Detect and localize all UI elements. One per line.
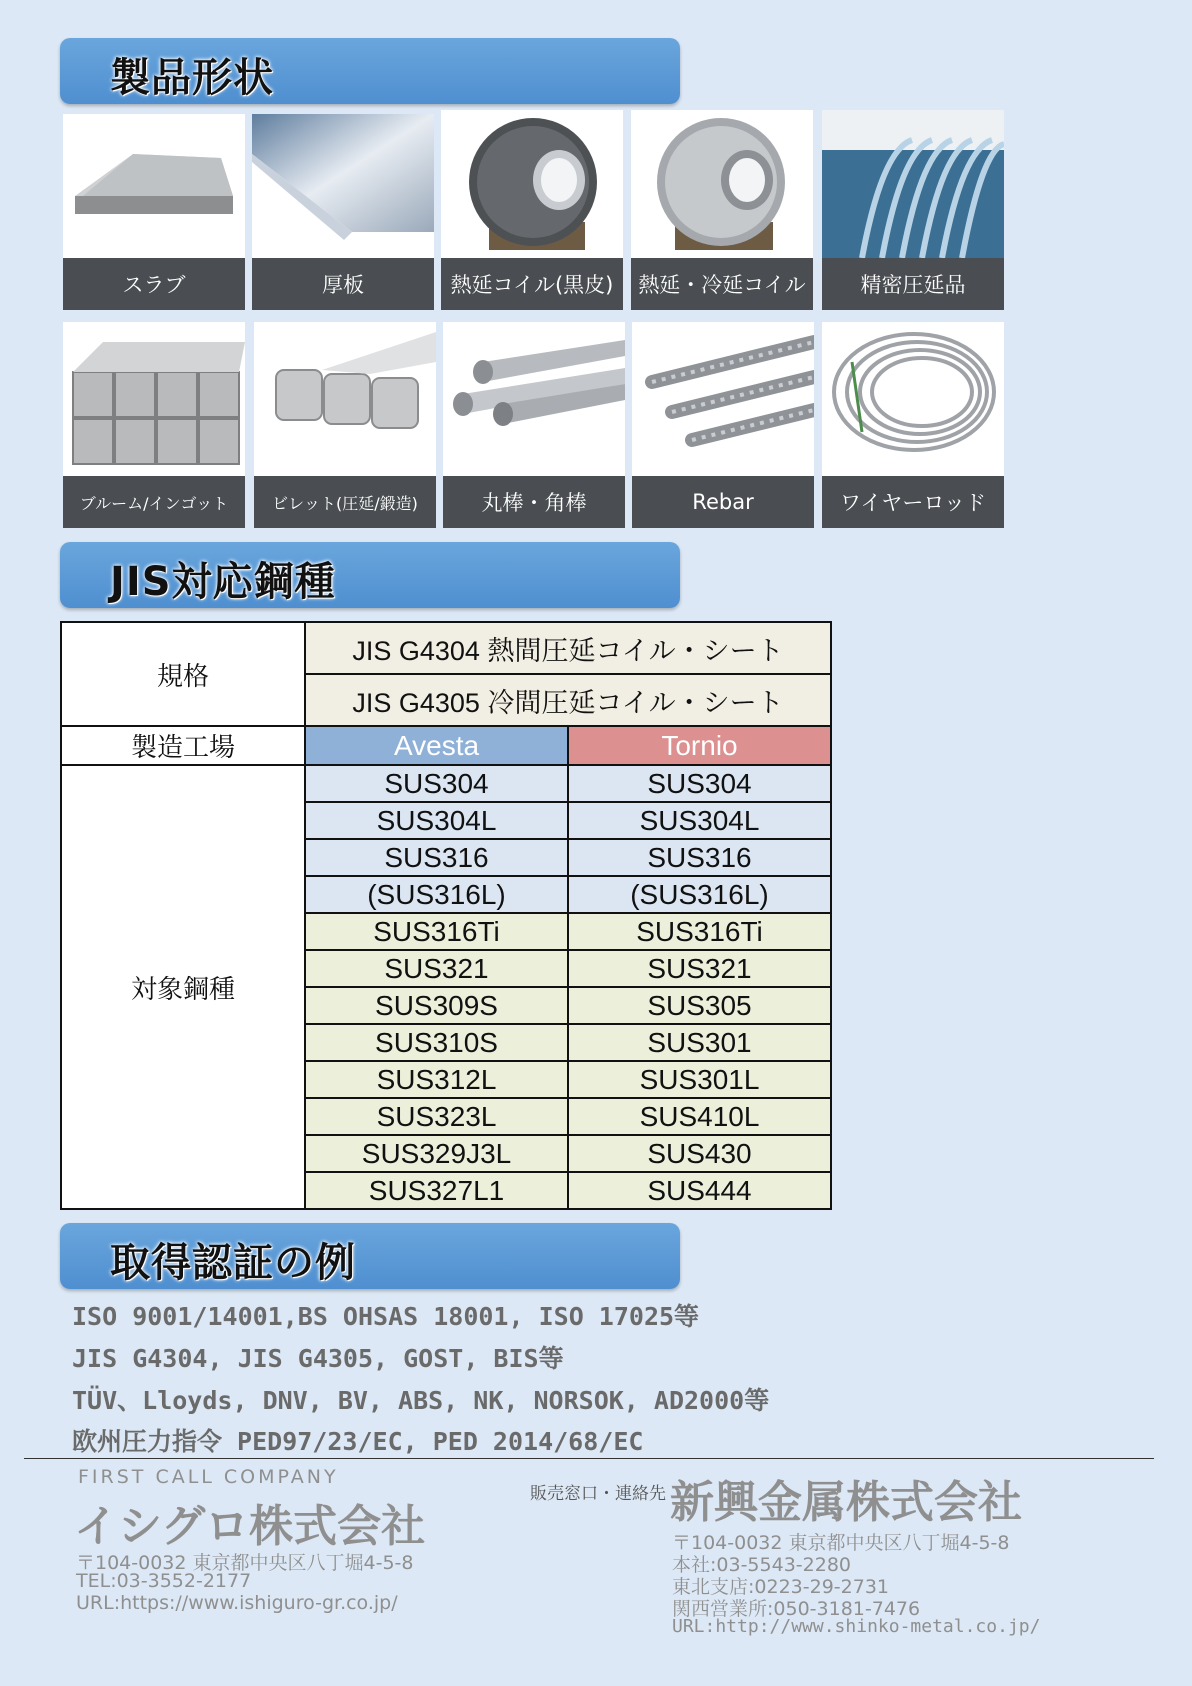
grade-cell: SUS309S xyxy=(305,987,568,1024)
precision-strip-image xyxy=(822,110,1004,258)
billet-image xyxy=(254,322,436,476)
product-tile-rebar xyxy=(632,322,814,528)
grade-cell: SUS305 xyxy=(568,987,831,1024)
section-header-products xyxy=(60,38,680,104)
grade-cell: SUS430 xyxy=(568,1135,831,1172)
grade-cell: SUS410L xyxy=(568,1098,831,1135)
product-caption: 厚板 xyxy=(252,258,434,310)
grade-cell: (SUS316L) xyxy=(568,876,831,913)
product-caption: 精密圧延品 xyxy=(822,258,1004,310)
grades-label: 対象鋼種 xyxy=(61,765,305,1209)
section-title: 製品形状 xyxy=(110,55,274,101)
grade-cell: SUS312L xyxy=(305,1061,568,1098)
grade-cell: SUS304 xyxy=(305,765,568,802)
product-caption: ビレット(圧延/鍛造) xyxy=(254,476,436,528)
company1-tel: TEL:03-3552-2177 xyxy=(76,1570,252,1592)
section-header-certs xyxy=(60,1223,680,1289)
grade-cell: SUS323L xyxy=(305,1098,568,1135)
product-tile-hot-coil xyxy=(441,110,623,310)
standard-g4305: JIS G4305 冷間圧延コイル・シート xyxy=(305,674,831,726)
product-tile-plate xyxy=(252,114,434,310)
plant-tornio: Tornio xyxy=(568,726,831,765)
product-caption: 丸棒・角棒 xyxy=(443,476,625,528)
company2-kansai: 関西営業所:050-3181-7476 xyxy=(672,1598,921,1620)
cert-line-ped: 欧州圧力指令 PED97/23/EC, PED 2014/68/EC xyxy=(72,1427,644,1456)
grade-cell: SUS316Ti xyxy=(568,913,831,950)
cert-line-iso: ISO 9001/14001,BS OHSAS 18001, ISO 17025等 xyxy=(72,1302,700,1331)
section-header-jis xyxy=(60,542,680,608)
company2-url-text: URL:http://www.shinko-metal.co.jp/ xyxy=(672,1616,1041,1637)
product-caption: 熱延・冷延コイル xyxy=(631,258,813,310)
product-caption: スラブ xyxy=(63,258,245,310)
company2-head-office: 本社:03-5543-2280 xyxy=(672,1554,851,1576)
bar-image xyxy=(443,322,625,476)
company2-address: 〒104-0032 東京都中央区八丁堀4-5-8 xyxy=(672,1532,1010,1554)
product-tile-bloom xyxy=(63,322,245,528)
product-caption: ワイヤーロッド xyxy=(822,476,1004,528)
product-caption: 熱延コイル(黒皮) xyxy=(441,258,623,310)
footer-divider xyxy=(24,1458,1154,1459)
hot-coil-image xyxy=(441,110,623,258)
product-tile-bar xyxy=(443,322,625,528)
standard-label: 規格 xyxy=(61,622,305,726)
grade-cell: SUS316 xyxy=(568,839,831,876)
section-title: 取得認証の例 xyxy=(110,1240,356,1286)
company2-tohoku: 東北支店:0223-29-2731 xyxy=(672,1576,889,1598)
product-tile-precision-strip xyxy=(822,110,1004,310)
product-tile-wire-rod xyxy=(822,322,1004,528)
product-tile-cold-coil xyxy=(631,110,813,310)
company1-url-text: URL:https://www.ishiguro-gr.co.jp/ xyxy=(76,1592,398,1614)
plant-avesta: Avesta xyxy=(305,726,568,765)
grade-cell: SUS444 xyxy=(568,1172,831,1209)
product-caption: Rebar xyxy=(632,476,814,528)
plate-image xyxy=(252,114,434,258)
grade-cell: SUS316Ti xyxy=(305,913,568,950)
cold-coil-image xyxy=(631,110,813,258)
standard-g4304: JIS G4304 熱間圧延コイル・シート xyxy=(305,622,831,674)
grade-cell: SUS321 xyxy=(305,950,568,987)
grade-cell: SUS304 xyxy=(568,765,831,802)
grade-cell: SUS301L xyxy=(568,1061,831,1098)
grade-cell: SUS304L xyxy=(305,802,568,839)
grade-cell: SUS304L xyxy=(568,802,831,839)
cert-line-classification: TÜV、Lloyds, DNV, BV, ABS, NK, NORSOK, AD2000等 xyxy=(72,1386,770,1415)
table-row xyxy=(61,765,831,802)
product-tile-slab xyxy=(63,114,245,310)
grade-table xyxy=(60,621,832,1210)
company2-url[interactable] xyxy=(672,1616,1040,1637)
company1-address: 〒104-0032 東京都中央区八丁堀4-5-8 xyxy=(76,1552,414,1574)
company2-name: 新興金属株式会社 xyxy=(670,1477,1022,1528)
product-caption: ブルーム/インゴット xyxy=(63,476,245,528)
company1-url[interactable] xyxy=(76,1592,398,1614)
company2-contact-label: 販売窓口・連絡先 xyxy=(530,1484,666,1504)
grade-cell: SUS310S xyxy=(305,1024,568,1061)
cert-line-jis: JIS G4304, JIS G4305, GOST, BIS等 xyxy=(72,1344,564,1373)
slab-image xyxy=(63,114,245,258)
grade-cell: SUS327L1 xyxy=(305,1172,568,1209)
company1-name: イシグロ株式会社 xyxy=(74,1501,426,1552)
section-title: JIS対応鋼種 xyxy=(110,559,336,605)
wire-rod-image xyxy=(822,322,1004,476)
grade-cell: SUS316 xyxy=(305,839,568,876)
grade-cell: SUS301 xyxy=(568,1024,831,1061)
rebar-image xyxy=(632,322,814,476)
bloom-image xyxy=(63,322,245,476)
grade-cell: SUS329J3L xyxy=(305,1135,568,1172)
grade-cell: (SUS316L) xyxy=(305,876,568,913)
plant-label: 製造工場 xyxy=(61,726,305,765)
company1-tagline: FIRST CALL COMPANY xyxy=(78,1466,339,1488)
product-tile-billet xyxy=(254,322,436,528)
grade-cell: SUS321 xyxy=(568,950,831,987)
